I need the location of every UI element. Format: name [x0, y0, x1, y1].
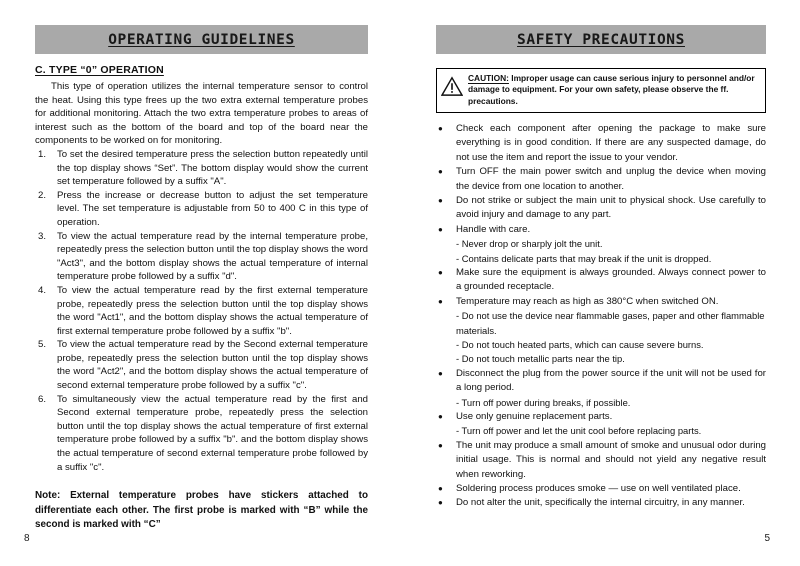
caution-message: Improper usage can cause serious injury to personnel and/or damage to equipment. For your own safety, please observe the ff. precautions.	[468, 73, 755, 106]
list-item: ● Check each component after opening the package to make sure everything is in good condition. If there are any suspected damage, do not use the item and report the issue to your vendor.	[436, 122, 766, 165]
list-item: ● Turn OFF the main power switch and unplug the device when moving the device from one location to another.	[436, 165, 766, 194]
list-sub-item: - Turn off power and let the unit cool before replacing parts.	[456, 425, 702, 437]
list-item: ● Use only genuine replacement parts.	[436, 410, 766, 424]
right-page-header-band	[436, 25, 766, 54]
list-item: To view the actual temperature read by the internal temperature probe, repeatedly press the selection button until the top display shows the word "Act3", and the bottom display shows the actual temperature of internal temperature probe followed by a suffix "d".	[57, 230, 368, 283]
warning-triangle-icon	[441, 76, 463, 96]
list-item: To simultaneously view the actual temperature read by the first and Second external temperature probe, repeatedly press the selection button until the top display shows the actual temperature of first external temperature probe followed by a suffix "b". and the bottom display shows the actual temperature of second external temperature probe followed by a suffix "c".	[57, 393, 368, 473]
page-title: SAFETY PRECAUTIONS	[517, 31, 685, 48]
list-item: To set the desired temperature press the selection button repeatedly until the top display shows “Set”. The bottom display would show the current set temperature followed by a suffix "A".	[57, 148, 368, 188]
list-item: To view the actual temperature read by the first external temperature probe, repeatedly press the selection button until the top display shows the word "Act1", and the bottom display shows the actual temperature of first external temperature probe followed by a suffix "b".	[57, 284, 368, 337]
left-page-header-band	[35, 25, 368, 54]
page-number-right: 5	[764, 533, 770, 544]
list-sub-item: - Do not touch metallic parts near the tip.	[456, 353, 625, 365]
caution-text-block	[468, 73, 760, 107]
list-sub-item: - Do not touch heated parts, which can cause severe burns.	[456, 338, 704, 350]
list-item: ● The unit may produce a small amount of smoke and unusual odor during initial usage. This is normal and should not yield any negative result when reworking.	[436, 439, 766, 482]
list-item: ● Do not strike or subject the main unit to physical shock. Use carefully to avoid injury and damage to any part.	[436, 194, 766, 223]
operation-steps-list	[35, 148, 368, 474]
list-sub-item: - Never drop or sharply jolt the unit.	[456, 238, 603, 250]
probe-note: Note: External temperature probes have stickers attached to differentiate each other. The first probe is marked with “B” while the second is marked with “C”	[35, 490, 368, 531]
page-number-left: 8	[24, 533, 30, 544]
caution-label: CAUTION:	[468, 73, 509, 83]
list-item: ● Soldering process produces smoke — use on well ventilated place.	[436, 482, 766, 496]
list-sub-item: - Contains delicate parts that may break if the unit is dropped.	[456, 252, 712, 264]
list-item: ● Make sure the equipment is always grounded. Always connect power to a grounded receptacle.	[436, 266, 766, 295]
list-item: ● Temperature may reach as high as 380°C when switched ON.	[436, 295, 766, 309]
list-item: Press the increase or decrease button to adjust the set temperature level. The set temperature is adjustable from 50 to 400 C in this type of operation.	[57, 189, 368, 228]
list-item: ● Do not alter the unit, specifically the internal circuitry, in any manner.	[436, 496, 766, 510]
list-sub-item: - Turn off power during breaks, if possible.	[456, 396, 631, 408]
caution-box	[436, 68, 766, 113]
list-item: To view the actual temperature read by the Second external temperature probe, repeatedly press the selection button until the top display shows the word "Act2", and the bottom display shows the actual temperature of second external temperature probe followed by a suffix "c".	[57, 339, 368, 392]
intro-paragraph: This type of operation utilizes the internal temperature sensor to control the heat. Using this type frees up the two extra external temperature probes for additional monitoring. Attach the two extra temperature probes to areas of interest such as the bottom of the board and top of the board near the components to be worked on for monitoring.	[35, 81, 368, 147]
list-item: ● Handle with care.	[436, 223, 766, 237]
precautions-list	[436, 122, 766, 511]
right-page	[400, 0, 800, 566]
list-sub-item: - Do not use the device near flammable gases, paper and other flammable materials.	[456, 310, 765, 336]
page-title: OPERATING GUIDELINES	[108, 31, 295, 48]
list-item: ● Disconnect the plug from the power source if the unit will not be used for a long period.	[436, 367, 766, 396]
section-heading: C. TYPE “0” OPERATION	[35, 64, 164, 76]
